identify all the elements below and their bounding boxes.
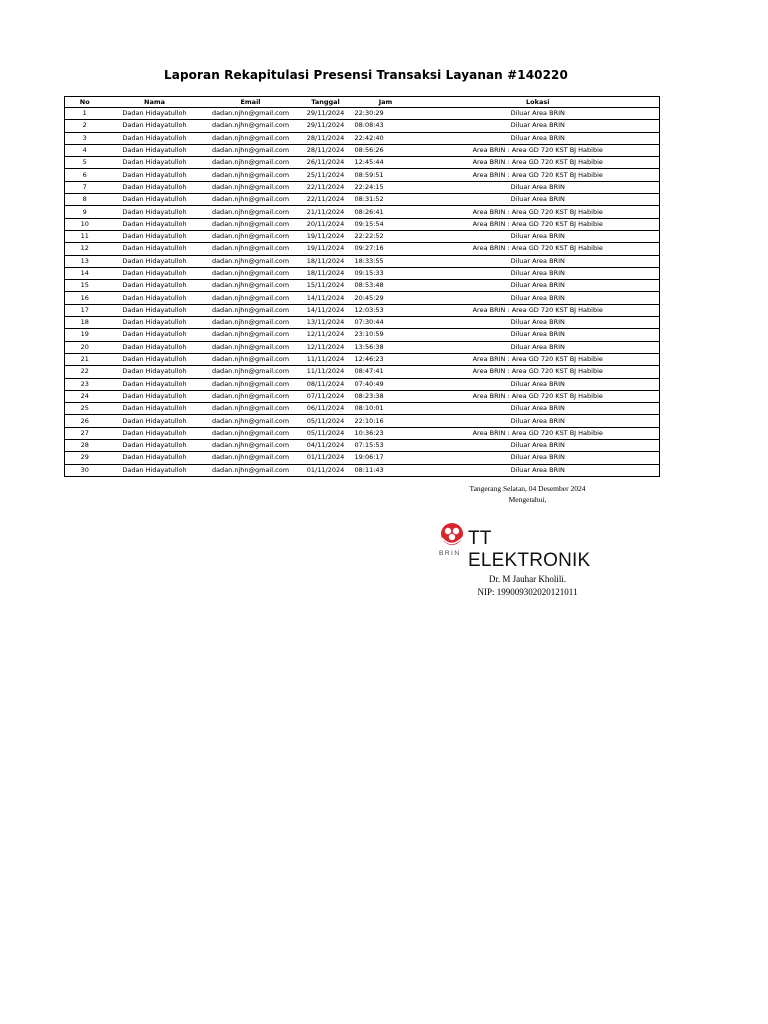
cell-tanggal: 12/11/2024 [297, 341, 355, 353]
cell-email: dadan.njhn@gmail.com [205, 169, 297, 181]
table-header-row [65, 97, 660, 108]
cell-lokasi: Area BRIN : Area GD 720 KST BJ Habibie [417, 366, 660, 378]
cell-jam: 08:31:52 [355, 194, 417, 206]
cell-email: dadan.njhn@gmail.com [205, 230, 297, 242]
cell-email: dadan.njhn@gmail.com [205, 317, 297, 329]
cell-nama: Dadan Hidayatulloh [105, 452, 205, 464]
table-row [65, 464, 660, 476]
table-row [65, 329, 660, 341]
cell-no: 27 [65, 427, 105, 439]
cell-nama: Dadan Hidayatulloh [105, 366, 205, 378]
cell-email: dadan.njhn@gmail.com [205, 403, 297, 415]
cell-no: 18 [65, 317, 105, 329]
cell-nama: Dadan Hidayatulloh [105, 144, 205, 156]
cell-tanggal: 04/11/2024 [297, 440, 355, 452]
cell-nama: Dadan Hidayatulloh [105, 181, 205, 193]
cell-no: 9 [65, 206, 105, 218]
cell-lokasi: Diluar Area BRIN [417, 230, 660, 242]
cell-email: dadan.njhn@gmail.com [205, 390, 297, 402]
table-row [65, 218, 660, 230]
acknowledged-label: Mengetahui, [508, 495, 547, 504]
cell-nama: Dadan Hidayatulloh [105, 378, 205, 390]
cell-nama: Dadan Hidayatulloh [105, 304, 205, 316]
cell-no: 6 [65, 169, 105, 181]
table-row [65, 108, 660, 120]
cell-tanggal: 19/11/2024 [297, 230, 355, 242]
cell-tanggal: 26/11/2024 [297, 157, 355, 169]
cell-nama: Dadan Hidayatulloh [105, 108, 205, 120]
cell-nama: Dadan Hidayatulloh [105, 255, 205, 267]
cell-jam: 19:06:17 [355, 452, 417, 464]
cell-jam: 08:10:01 [355, 403, 417, 415]
cell-jam: 08:08:43 [355, 120, 417, 132]
table-row [65, 181, 660, 193]
cell-nama: Dadan Hidayatulloh [105, 341, 205, 353]
cell-nama: Dadan Hidayatulloh [105, 218, 205, 230]
cell-jam: 22:42:40 [355, 132, 417, 144]
cell-jam: 12:45:44 [355, 157, 417, 169]
cell-tanggal: 28/11/2024 [297, 132, 355, 144]
cell-no: 20 [65, 341, 105, 353]
cell-no: 30 [80, 465, 89, 474]
table-row [65, 230, 660, 242]
table-row [65, 415, 660, 427]
table-row [65, 378, 660, 390]
cell-email: dadan.njhn@gmail.com [205, 366, 297, 378]
cell-email: dadan.njhn@gmail.com [205, 243, 297, 255]
cell-lokasi: Diluar Area BRIN [510, 465, 565, 474]
cell-nama: Dadan Hidayatulloh [105, 243, 205, 255]
cell-jam: 07:30:44 [355, 317, 417, 329]
cell-email: dadan.njhn@gmail.com [205, 378, 297, 390]
table-row [65, 341, 660, 353]
cell-tanggal: 14/11/2024 [297, 304, 355, 316]
cell-jam: 23:10:59 [355, 329, 417, 341]
cell-tanggal: 08/11/2024 [297, 378, 355, 390]
cell-nama: Dadan Hidayatulloh [105, 280, 205, 292]
cell-lokasi: Diluar Area BRIN [417, 181, 660, 193]
cell-lokasi: Area BRIN : Area GD 720 KST BJ Habibie [417, 353, 660, 365]
cell-nama: Dadan Hidayatulloh [105, 292, 205, 304]
cell-jam: 10:36:23 [355, 427, 417, 439]
cell-nama: Dadan Hidayatulloh [105, 157, 205, 169]
cell-tanggal: 15/11/2024 [297, 280, 355, 292]
cell-no: 1 [65, 108, 105, 120]
cell-tanggal: 21/11/2024 [297, 206, 355, 218]
cell-email: dadan.njhn@gmail.com [205, 280, 297, 292]
cell-jam: 20:45:29 [355, 292, 417, 304]
cell-tanggal: 05/11/2024 [297, 415, 355, 427]
cell-tanggal: 18/11/2024 [297, 267, 355, 279]
table-row [65, 403, 660, 415]
cell-lokasi: Diluar Area BRIN [417, 120, 660, 132]
cell-jam: 09:27:16 [355, 243, 417, 255]
cell-tanggal: 22/11/2024 [297, 194, 355, 206]
cell-lokasi: Diluar Area BRIN [417, 378, 660, 390]
cell-tanggal: 20/11/2024 [297, 218, 355, 230]
cell-email: dadan.njhn@gmail.com [205, 181, 297, 193]
cell-email: dadan.njhn@gmail.com [205, 440, 297, 452]
table-row [65, 366, 660, 378]
table-row [65, 206, 660, 218]
cell-jam: 08:47:41 [355, 366, 417, 378]
cell-email: dadan.njhn@gmail.com [205, 120, 297, 132]
cell-lokasi: Diluar Area BRIN [417, 132, 660, 144]
cell-nama: Dadan Hidayatulloh [105, 120, 205, 132]
cell-jam: 08:53:48 [355, 280, 417, 292]
cell-nama: Dadan Hidayatulloh [105, 169, 205, 181]
cell-lokasi: Area BRIN : Area GD 720 KST BJ Habibie [417, 427, 660, 439]
table-row [65, 194, 660, 206]
cell-email: dadan.njhn@gmail.com [205, 255, 297, 267]
cell-jam: 22:10:16 [355, 415, 417, 427]
cell-email: dadan.njhn@gmail.com [205, 353, 297, 365]
cell-email: dadan.njhn@gmail.com [205, 267, 297, 279]
cell-tanggal: 07/11/2024 [297, 390, 355, 402]
column-header-jam: Jam [355, 97, 417, 108]
cell-tanggal: 14/11/2024 [297, 292, 355, 304]
cell-nama: Dadan Hidayatulloh [105, 440, 205, 452]
cell-jam: 22:24:15 [355, 181, 417, 193]
table-row [65, 144, 660, 156]
cell-tanggal: 25/11/2024 [297, 169, 355, 181]
table-row [65, 452, 660, 464]
cell-lokasi: Diluar Area BRIN [417, 292, 660, 304]
cell-lokasi: Diluar Area BRIN [417, 329, 660, 341]
cell-tanggal: 05/11/2024 [297, 427, 355, 439]
cell-email: dadan.njhn@gmail.com [205, 415, 297, 427]
cell-tanggal: 11/11/2024 [297, 353, 355, 365]
cell-lokasi: Diluar Area BRIN [417, 440, 660, 452]
brin-logo-label: BRIN [439, 550, 461, 557]
cell-tanggal: 06/11/2024 [297, 403, 355, 415]
cell-no: 21 [65, 353, 105, 365]
table-row [65, 390, 660, 402]
cell-no: 24 [65, 390, 105, 402]
cell-no: 23 [65, 378, 105, 390]
cell-no: 8 [65, 194, 105, 206]
cell-lokasi: Diluar Area BRIN [417, 415, 660, 427]
table-row [65, 353, 660, 365]
table-row [65, 157, 660, 169]
cell-nama: Dadan Hidayatulloh [105, 194, 205, 206]
cell-lokasi: Diluar Area BRIN [417, 108, 660, 120]
cell-no: 13 [65, 255, 105, 267]
cell-email: dadan.njhn@gmail.com [205, 452, 297, 464]
cell-email: dadan.njhn@gmail.com [205, 132, 297, 144]
cell-lokasi: Area BRIN : Area GD 720 KST BJ Habibie [417, 243, 660, 255]
table-row [65, 267, 660, 279]
cell-lokasi: Area BRIN : Area GD 720 KST BJ Habibie [417, 206, 660, 218]
cell-jam: 08:56:26 [355, 144, 417, 156]
cell-nama: Dadan Hidayatulloh [105, 353, 205, 365]
cell-no: 15 [65, 280, 105, 292]
cell-email: dadan.njhn@gmail.com [205, 304, 297, 316]
table-row [65, 169, 660, 181]
cell-lokasi: Area BRIN : Area GD 720 KST BJ Habibie [417, 169, 660, 181]
column-header-no: No [65, 97, 105, 108]
table-row [65, 292, 660, 304]
table-body [65, 108, 660, 477]
logo-text: TT ELEKTRONIK [468, 528, 591, 571]
table-row [65, 255, 660, 267]
table-row [65, 427, 660, 439]
cell-no: 10 [65, 218, 105, 230]
table-row [65, 317, 660, 329]
cell-lokasi: Area BRIN : Area GD 720 KST BJ Habibie [417, 157, 660, 169]
cell-jam: 08:11:43 [354, 465, 384, 474]
cell-no: 7 [65, 181, 105, 193]
cell-no: 14 [65, 267, 105, 279]
cell-jam: 22:22:52 [355, 230, 417, 242]
table-row [65, 280, 660, 292]
column-header-email: Email [205, 97, 297, 108]
cell-tanggal: 13/11/2024 [297, 317, 355, 329]
cell-email: dadan.njhn@gmail.com [205, 427, 297, 439]
signer-nip: NIP: 199009302020121011 [477, 587, 578, 597]
table-row [65, 120, 660, 132]
cell-lokasi: Diluar Area BRIN [417, 280, 660, 292]
cell-lokasi: Area BRIN : Area GD 720 KST BJ Habibie [417, 304, 660, 316]
cell-nama: Dadan Hidayatulloh [105, 317, 205, 329]
attendance-table [64, 96, 660, 477]
cell-lokasi: Area BRIN : Area GD 720 KST BJ Habibie [417, 144, 660, 156]
cell-no: 3 [65, 132, 105, 144]
cell-no: 28 [65, 440, 105, 452]
cell-tanggal: 01/11/2024 [297, 452, 355, 464]
cell-tanggal: 01/11/2024 [306, 465, 345, 474]
cell-no: 4 [65, 144, 105, 156]
cell-jam: 08:26:41 [355, 206, 417, 218]
cell-tanggal: 19/11/2024 [297, 243, 355, 255]
cell-tanggal: 29/11/2024 [297, 120, 355, 132]
cell-no: 26 [65, 415, 105, 427]
cell-lokasi: Diluar Area BRIN [417, 255, 660, 267]
cell-jam: 18:33:55 [355, 255, 417, 267]
cell-lokasi: Diluar Area BRIN [417, 403, 660, 415]
cell-jam: 08:59:51 [355, 169, 417, 181]
cell-jam: 13:56:38 [355, 341, 417, 353]
cell-lokasi: Diluar Area BRIN [417, 194, 660, 206]
column-header-nama: Nama [105, 97, 205, 108]
cell-jam: 12:46:23 [355, 353, 417, 365]
table-row [65, 440, 660, 452]
cell-tanggal: 12/11/2024 [297, 329, 355, 341]
cell-nama: Dadan Hidayatulloh [105, 427, 205, 439]
cell-jam: 12:03:53 [355, 304, 417, 316]
cell-nama: Dadan Hidayatulloh [105, 403, 205, 415]
cell-nama: Dadan Hidayatulloh [105, 415, 205, 427]
cell-nama: Dadan Hidayatulloh [122, 465, 187, 474]
cell-lokasi: Area BRIN : Area GD 720 KST BJ Habibie [417, 390, 660, 402]
cell-nama: Dadan Hidayatulloh [105, 132, 205, 144]
cell-tanggal: 18/11/2024 [297, 255, 355, 267]
cell-jam: 22:30:29 [355, 108, 417, 120]
cell-jam: 07:15:53 [355, 440, 417, 452]
cell-tanggal: 28/11/2024 [297, 144, 355, 156]
cell-nama: Dadan Hidayatulloh [105, 329, 205, 341]
cell-email: dadan.njhn@gmail.com [205, 144, 297, 156]
table-row [65, 304, 660, 316]
report-title: Laporan Rekapitulasi Presensi Transaksi Layanan #140220 [164, 68, 568, 82]
cell-no: 29 [65, 452, 105, 464]
table-row [65, 243, 660, 255]
cell-email: dadan.njhn@gmail.com [205, 329, 297, 341]
cell-jam: 09:15:33 [355, 267, 417, 279]
cell-nama: Dadan Hidayatulloh [105, 206, 205, 218]
cell-no: 11 [65, 230, 105, 242]
cell-no: 22 [65, 366, 105, 378]
cell-tanggal: 29/11/2024 [297, 108, 355, 120]
cell-email: dadan.njhn@gmail.com [211, 465, 290, 474]
cell-no: 16 [65, 292, 105, 304]
cell-tanggal: 22/11/2024 [297, 181, 355, 193]
cell-email: dadan.njhn@gmail.com [205, 108, 297, 120]
cell-email: dadan.njhn@gmail.com [205, 341, 297, 353]
cell-jam: 07:40:49 [355, 378, 417, 390]
cell-nama: Dadan Hidayatulloh [105, 230, 205, 242]
cell-no: 2 [65, 120, 105, 132]
cell-lokasi: Area BRIN : Area GD 720 KST BJ Habibie [417, 218, 660, 230]
cell-email: dadan.njhn@gmail.com [205, 218, 297, 230]
cell-no: 12 [65, 243, 105, 255]
cell-email: dadan.njhn@gmail.com [205, 206, 297, 218]
cell-email: dadan.njhn@gmail.com [205, 157, 297, 169]
column-header-tanggal: Tanggal [297, 97, 355, 108]
cell-email: dadan.njhn@gmail.com [205, 194, 297, 206]
column-header-lokasi: Lokasi [417, 97, 660, 108]
cell-lokasi: Diluar Area BRIN [417, 267, 660, 279]
cell-jam: 08:23:38 [355, 390, 417, 402]
place-date: Tangerang Selatan, 04 Desember 2024 [469, 484, 586, 493]
cell-lokasi: Diluar Area BRIN [417, 317, 660, 329]
table-row [65, 132, 660, 144]
cell-email: dadan.njhn@gmail.com [205, 292, 297, 304]
cell-nama: Dadan Hidayatulloh [105, 267, 205, 279]
cell-tanggal: 11/11/2024 [297, 366, 355, 378]
cell-no: 17 [65, 304, 105, 316]
cell-no: 25 [65, 403, 105, 415]
cell-lokasi: Diluar Area BRIN [417, 452, 660, 464]
cell-no: 5 [65, 157, 105, 169]
cell-no: 19 [65, 329, 105, 341]
cell-nama: Dadan Hidayatulloh [105, 390, 205, 402]
cell-jam: 09:15:54 [355, 218, 417, 230]
cell-lokasi: Diluar Area BRIN [417, 341, 660, 353]
signer-name: Dr. M Jauhar Kholili. [488, 574, 567, 584]
tt-elektronik-logo [438, 520, 618, 571]
